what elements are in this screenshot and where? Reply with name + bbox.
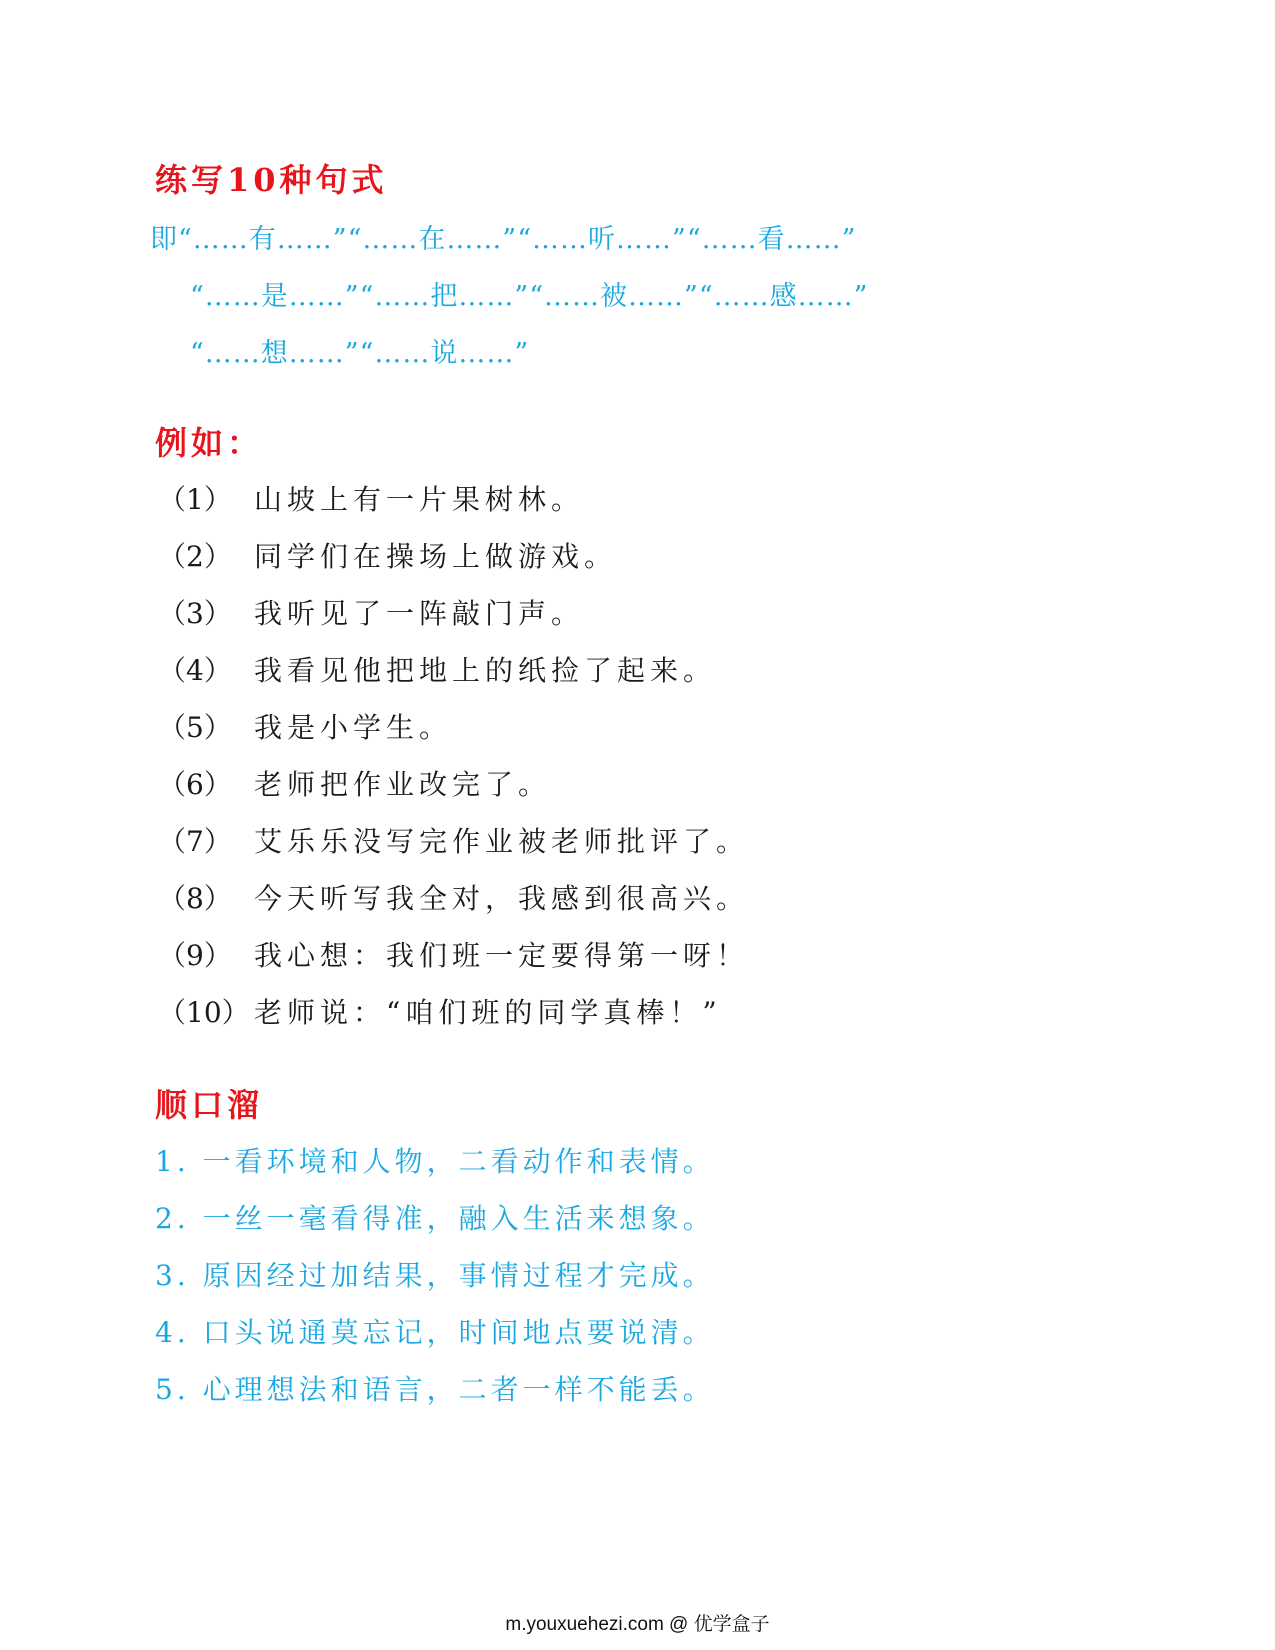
list-item [158,706,452,746]
item-text: 同学们在操场上做游戏。 [254,540,618,573]
item-number: （1） [158,483,232,516]
list-item [158,934,749,974]
section-title: 练写10种句式 [155,161,388,199]
item-number: （8） [158,882,232,915]
list-item: 1. 一看环境和人物，二看动作和表情。 [155,1145,715,1178]
pattern-line-1: 即“……有……”“……在……”“……听……”“……看……” [150,224,857,255]
pattern-line-3: “……想……”“……说……” [190,338,530,369]
item-text: 艾乐乐没写完作业被老师批评了。 [254,825,750,858]
item-number: （7） [158,825,232,858]
item-number: （9） [158,939,232,972]
pattern-line-2: “……是……”“……把……”“……被……”“……感……” [190,281,869,312]
item-text: 老师说：“咱们班的同学真棒！” [254,996,722,1029]
list-item: 4. 口头说通莫忘记，时间地点要说清。 [155,1316,715,1349]
item-text: 山坡上有一片果树林。 [254,483,585,516]
list-item [158,649,716,689]
rhyme-heading: 顺口溜 [155,1086,264,1124]
examples-heading: 例如： [155,424,264,462]
item-number: （10） [158,996,250,1029]
list-item [158,592,584,632]
item-text: 我听见了一阵敲门声。 [254,597,585,630]
list-item [158,535,617,575]
item-number: （3） [158,597,232,630]
list-item [158,991,722,1031]
item-number: （2） [158,540,232,573]
item-text: 今天听写我全对，我感到很高兴。 [254,882,750,915]
item-number: （6） [158,768,232,801]
list-item: 5. 心理想法和语言，二者一样不能丢。 [155,1373,715,1406]
item-text: 我心想：我们班一定要得第一呀！ [254,939,750,972]
item-number: （4） [158,654,232,687]
list-item [158,478,584,518]
list-item [158,763,551,803]
list-item [158,820,749,860]
item-text: 我看见他把地上的纸捡了起来。 [254,654,717,687]
item-number: （5） [158,711,232,744]
footer-watermark: m.youxuehezi.com @ 优学盒子 [505,1614,770,1635]
list-item [158,877,749,917]
item-text: 我是小学生。 [254,711,453,744]
item-text: 老师把作业改完了。 [254,768,552,801]
list-item: 2. 一丝一毫看得准，融入生活来想象。 [155,1202,715,1235]
list-item: 3. 原因经过加结果，事情过程才完成。 [155,1259,715,1292]
